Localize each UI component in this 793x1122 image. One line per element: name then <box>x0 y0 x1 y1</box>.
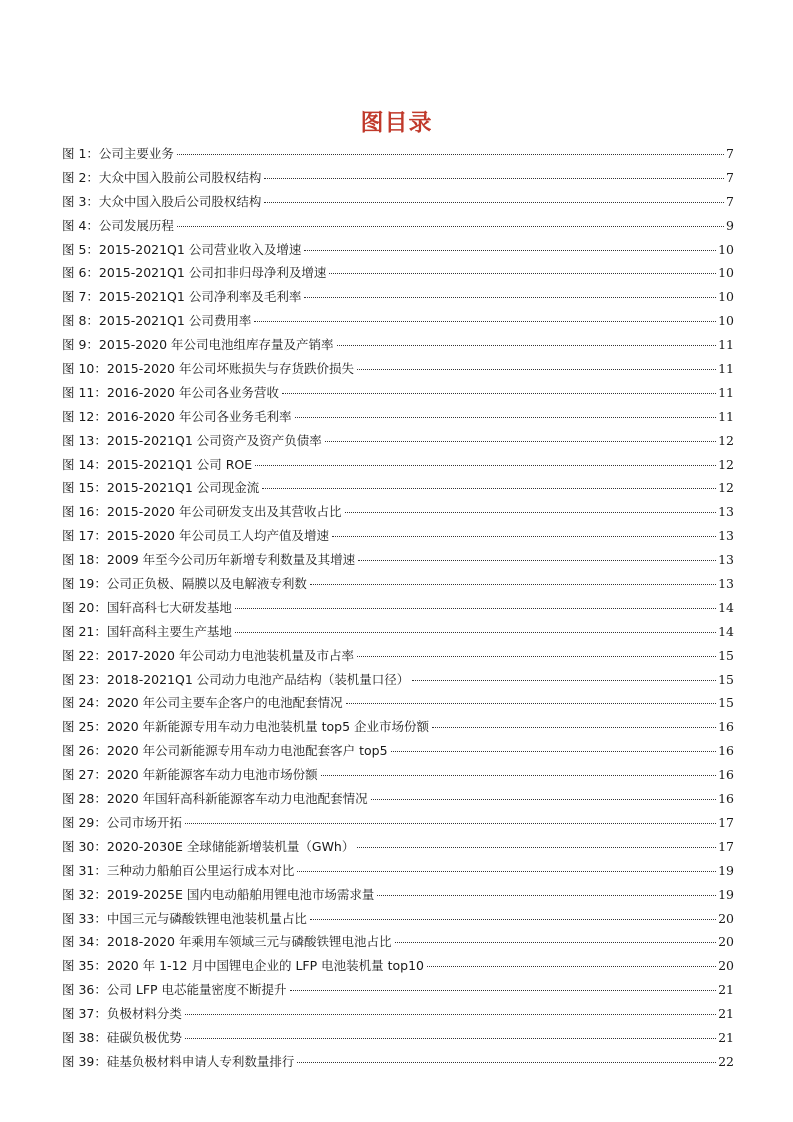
dot-leader <box>304 297 716 298</box>
toc-entry-label: 图 19：公司正负极、隔膜以及电解液专利数 <box>62 576 307 592</box>
toc-entry-page: 22 <box>718 1053 734 1069</box>
toc-entry-page: 11 <box>718 361 734 377</box>
toc-entry-label: 图 23：2018-2021Q1 公司动力电池产品结构（装机量口径） <box>62 671 410 687</box>
toc-entry[interactable] <box>62 693 734 717</box>
toc-entry[interactable] <box>62 240 734 264</box>
dot-leader <box>290 990 717 991</box>
toc-entry-page: 16 <box>718 791 734 807</box>
dot-leader <box>264 202 724 203</box>
toc-entry-page: 15 <box>718 695 734 711</box>
toc-entry-label: 图 31：三种动力船舶百公里运行成本对比 <box>62 862 295 878</box>
toc-entry-page: 15 <box>718 647 734 663</box>
toc-entry-page: 12 <box>718 456 734 472</box>
toc-entry-label: 图 33：中国三元与磷酸铁锂电池装机量占比 <box>62 910 307 926</box>
dot-leader <box>304 250 716 251</box>
toc-entry-label: 图 34：2018-2020 年乘用车领域三元与磷酸铁锂电池占比 <box>62 934 392 950</box>
dot-leader <box>432 727 716 728</box>
toc-entry[interactable] <box>62 407 734 431</box>
dot-leader <box>345 512 717 513</box>
toc-entry-label: 图 10：2015-2020 年公司坏账损失与存货跌价损失 <box>62 361 354 377</box>
toc-entry[interactable] <box>62 956 734 980</box>
toc-entry-label: 图 24：2020 年公司主要车企客户的电池配套情况 <box>62 695 343 711</box>
toc-entry-page: 13 <box>718 552 734 568</box>
toc-entry[interactable] <box>62 311 734 335</box>
dot-leader <box>177 226 724 227</box>
dot-leader <box>185 823 716 824</box>
toc-entry[interactable] <box>62 598 734 622</box>
dot-leader <box>357 369 716 370</box>
dot-leader <box>337 345 717 346</box>
dot-leader <box>235 608 716 609</box>
toc-entry[interactable] <box>62 646 734 670</box>
toc-entry[interactable] <box>62 168 734 192</box>
toc-entry-label: 图 6：2015-2021Q1 公司扣非归母净利及增速 <box>62 265 327 281</box>
toc-entry-label: 图 15：2015-2021Q1 公司现金流 <box>62 480 260 496</box>
toc-entry-label: 图 36：公司 LFP 电芯能量密度不断提升 <box>62 982 287 998</box>
toc-entry-page: 14 <box>718 599 734 615</box>
toc-entry-page: 14 <box>718 623 734 639</box>
dot-leader <box>329 273 716 274</box>
toc-entry[interactable] <box>62 765 734 789</box>
dot-leader <box>358 560 716 561</box>
toc-entry-label: 图 7：2015-2021Q1 公司净利率及毛利率 <box>62 289 302 305</box>
dot-leader <box>427 966 716 967</box>
dot-leader <box>235 632 716 633</box>
toc-entry[interactable] <box>62 741 734 765</box>
toc-entry-page: 16 <box>718 719 734 735</box>
toc-entry[interactable] <box>62 263 734 287</box>
toc-entry-label: 图 22：2017-2020 年公司动力电池装机量及市占率 <box>62 647 354 663</box>
toc-entry-page: 10 <box>718 241 734 257</box>
toc-entry-label: 图 14：2015-2021Q1 公司 ROE <box>62 456 253 472</box>
toc-entry-label: 图 3：大众中国入股后公司股权结构 <box>62 193 262 209</box>
dot-leader <box>321 775 716 776</box>
toc-entry-label: 图 28：2020 年国轩高科新能源客车动力电池配套情况 <box>62 791 368 807</box>
toc-entry-page: 10 <box>718 313 734 329</box>
toc-entry-page: 21 <box>718 982 734 998</box>
dot-leader <box>371 799 716 800</box>
page-title: 图目录 <box>360 110 433 136</box>
toc-entry[interactable] <box>62 502 734 526</box>
toc-entry[interactable] <box>62 980 734 1004</box>
toc-entry[interactable] <box>62 885 734 909</box>
toc-entry-page: 17 <box>718 814 734 830</box>
toc-entry[interactable] <box>62 287 734 311</box>
toc-entry-page: 20 <box>718 910 734 926</box>
toc-entry[interactable] <box>62 216 734 240</box>
toc-entry-label: 图 11：2016-2020 年公司各业务营收 <box>62 384 279 400</box>
toc-entry[interactable] <box>62 383 734 407</box>
toc-entry-page: 11 <box>718 408 734 424</box>
dot-leader <box>412 680 716 681</box>
dot-leader <box>346 703 716 704</box>
dot-leader <box>332 536 716 537</box>
toc-entry-label: 图 9：2015-2020 年公司电池组库存量及产销率 <box>62 337 334 353</box>
toc-entry-page: 20 <box>718 958 734 974</box>
toc-entry-page: 7 <box>726 169 734 185</box>
toc-entry-page: 11 <box>718 384 734 400</box>
toc-entry-page: 19 <box>718 862 734 878</box>
toc-entry-label: 图 5：2015-2021Q1 公司营业收入及增速 <box>62 241 302 257</box>
toc-entry-page: 12 <box>718 432 734 448</box>
toc-entry[interactable] <box>62 359 734 383</box>
dot-leader <box>262 488 716 489</box>
toc-entry-page: 16 <box>718 767 734 783</box>
toc-entry-page: 7 <box>726 146 734 161</box>
toc-entry-label: 图 20：国轩高科七大研发基地 <box>62 599 232 615</box>
toc-entry-page: 7 <box>726 193 734 209</box>
dot-leader <box>282 393 716 394</box>
toc-entry[interactable] <box>62 670 734 694</box>
dot-leader <box>391 751 717 752</box>
toc-entry-label: 图 2：大众中国入股前公司股权结构 <box>62 169 262 185</box>
toc-entry[interactable] <box>62 1052 734 1076</box>
toc-entry[interactable] <box>62 789 734 813</box>
toc-entry-page: 15 <box>718 671 734 687</box>
dot-leader <box>254 321 716 322</box>
toc-entry-label: 图 32：2019-2025E 国内电动船舶用锂电池市场需求量 <box>62 886 375 902</box>
dot-leader <box>357 847 716 848</box>
toc-entry-page: 12 <box>718 480 734 496</box>
toc-entry[interactable] <box>62 526 734 550</box>
toc-entry-label: 图 27：2020 年新能源客车动力电池市场份额 <box>62 767 318 783</box>
toc-entry-page: 11 <box>718 337 734 353</box>
toc-entry-label: 图 38：硅碳负极优势 <box>62 1029 182 1045</box>
toc-entry[interactable] <box>62 837 734 861</box>
toc-entry-label: 图 8：2015-2021Q1 公司费用率 <box>62 313 252 329</box>
toc-entry-page: 19 <box>718 886 734 902</box>
toc-entry[interactable] <box>62 478 734 502</box>
toc-entry[interactable] <box>62 1028 734 1052</box>
toc-entry-label: 图 4：公司发展历程 <box>62 217 174 233</box>
toc-entry-label: 图 35：2020 年 1-12 月中国锂电企业的 LFP 电池装机量 top10 <box>62 958 424 974</box>
toc-entry-page: 10 <box>718 265 734 281</box>
toc-entry-label: 图 18：2009 年至今公司历年新增专利数量及其增速 <box>62 552 356 568</box>
toc-entry[interactable] <box>62 192 734 216</box>
toc-entry-label: 图 16：2015-2020 年公司研发支出及其营收占比 <box>62 504 342 520</box>
dot-leader <box>295 417 717 418</box>
toc-entry-label: 图 13：2015-2021Q1 公司资产及资产负债率 <box>62 432 322 448</box>
toc-entry[interactable] <box>62 1004 734 1028</box>
toc-entry[interactable] <box>62 813 734 837</box>
dot-leader <box>255 465 716 466</box>
toc-entry[interactable] <box>62 455 734 479</box>
dot-leader <box>297 1062 716 1063</box>
dot-leader <box>310 584 716 585</box>
toc-entry-page: 9 <box>726 217 734 233</box>
toc-entry-page: 13 <box>718 504 734 520</box>
dot-leader <box>310 919 716 920</box>
dot-leader <box>297 871 716 872</box>
toc-entry[interactable] <box>62 909 734 933</box>
toc-entry[interactable] <box>62 861 734 885</box>
toc-entry-label: 图 17：2015-2020 年公司员工人均产值及增速 <box>62 528 329 544</box>
dot-leader <box>185 1014 716 1015</box>
toc-entry-label: 图 21：国轩高科主要生产基地 <box>62 623 232 639</box>
dot-leader <box>395 942 717 943</box>
toc-entry-label: 图 39：硅基负极材料申请人专利数量排行 <box>62 1053 295 1069</box>
dot-leader <box>177 154 724 155</box>
dot-leader <box>357 656 716 657</box>
dot-leader <box>325 441 716 442</box>
toc-entry-label: 图 37：负极材料分类 <box>62 1006 182 1022</box>
toc-entry-page: 21 <box>718 1006 734 1022</box>
toc-entry-page: 10 <box>718 289 734 305</box>
toc-entry-label: 图 29：公司市场开拓 <box>62 814 182 830</box>
toc-entry-label: 图 25：2020 年新能源专用车动力电池装机量 top5 企业市场份额 <box>62 719 430 735</box>
toc-entry-page: 13 <box>718 576 734 592</box>
toc-entry[interactable] <box>62 431 734 455</box>
toc-entry-label: 图 30：2020-2030E 全球储能新增装机量（GWh） <box>62 838 355 854</box>
toc-entry[interactable] <box>62 144 734 168</box>
toc-entry-label: 图 26：2020 年公司新能源专用车动力电池配套客户 top5 <box>62 743 388 759</box>
toc-entry[interactable] <box>62 622 734 646</box>
figure-toc-list <box>62 144 734 1076</box>
dot-leader <box>185 1038 716 1039</box>
toc-entry[interactable] <box>62 932 734 956</box>
toc-entry-page: 21 <box>718 1029 734 1045</box>
toc-entry-page: 20 <box>718 934 734 950</box>
toc-entry[interactable] <box>62 550 734 574</box>
dot-leader <box>377 895 716 896</box>
toc-entry-label: 图 1：公司主要业务 <box>62 146 174 161</box>
toc-entry[interactable] <box>62 717 734 741</box>
toc-entry-page: 13 <box>718 528 734 544</box>
toc-entry-label: 图 12：2016-2020 年公司各业务毛利率 <box>62 408 292 424</box>
toc-entry-page: 16 <box>718 743 734 759</box>
toc-entry[interactable] <box>62 574 734 598</box>
dot-leader <box>264 178 724 179</box>
toc-entry-page: 17 <box>718 838 734 854</box>
toc-entry[interactable] <box>62 335 734 359</box>
